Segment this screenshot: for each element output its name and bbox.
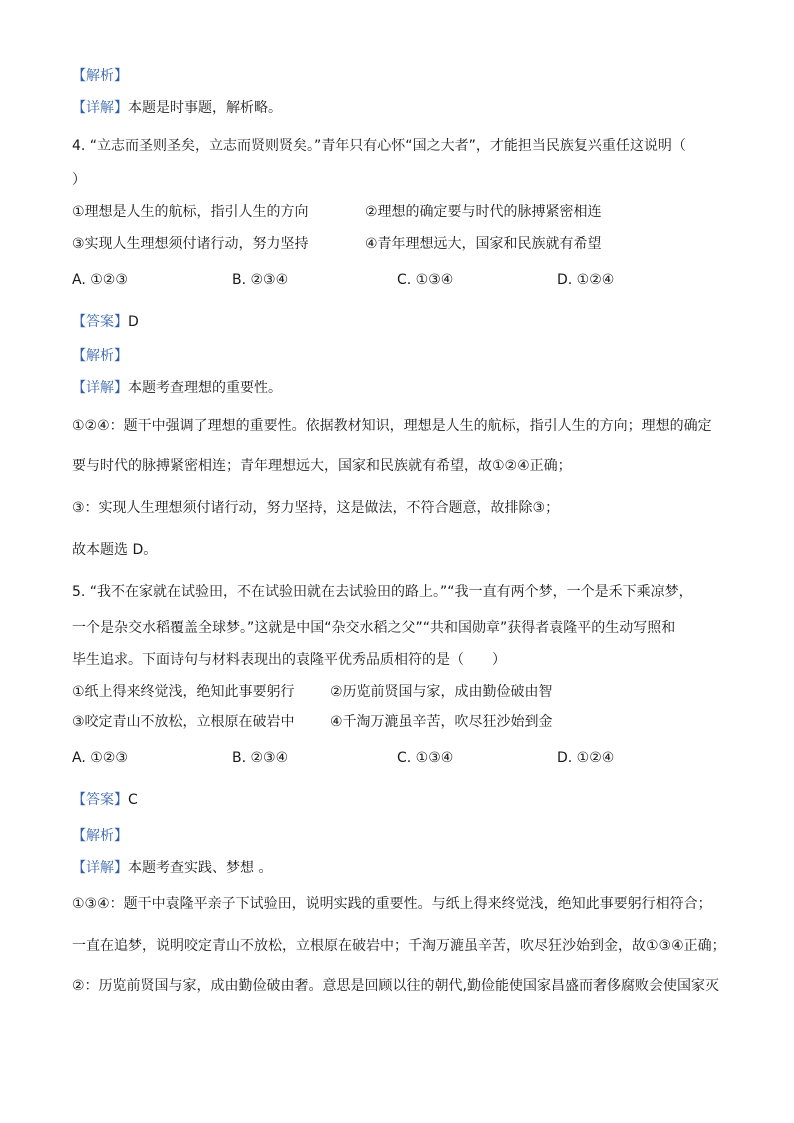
q5-option-d: D. ①②④ (557, 750, 615, 766)
detail-text: 本题是时事题，解析略。 (128, 100, 282, 116)
q5-answer-value: C (128, 792, 138, 808)
q5-stem-line3: 毕生追求。下面诗句与材料表现出的袁隆平优秀品质相符的是（ ） (72, 652, 506, 668)
q5-explanation-1-line2: 一直在追梦，说明咬定青山不放松，立根原在破岩中；千淘万漉虽辛苦，吹尽狂沙始到金，故①③④正确； (72, 938, 726, 954)
q4-item-2: ②理想的确定要与时代的脉搏紧密相连 (365, 204, 602, 220)
q4-analysis-tag: 【解析】 (72, 348, 128, 364)
q4-item-1: ①理想是人生的航标，指引人生的方向 (72, 204, 309, 220)
q4-stem-line2: ） (72, 172, 86, 188)
detail-line (72, 98, 282, 118)
q4-option-a: A. ①②③ (72, 272, 128, 288)
q5-detail-text: 本题考查实践、梦想 。 (128, 860, 273, 876)
q4-answer-value: D (128, 314, 139, 330)
q5-stem-line1: 5. “我不在家就在试验田，不在试验田就在去试验田的路上。”“我一直有两个梦，一个是禾下乘凉梦， (72, 584, 693, 600)
q5-option-a: A. ①②③ (72, 750, 128, 766)
analysis-tag: 【解析】 (72, 68, 128, 84)
q5-item-1: ①纸上得来终觉浅，绝知此事要躬行 (72, 684, 295, 700)
q4-item-4: ④青年理想远大，国家和民族就有希望 (365, 236, 602, 252)
q5-item-4: ④千淘万漉虽辛苦，吹尽狂沙始到金 (330, 714, 553, 730)
q4-detail-text: 本题考查理想的重要性。 (128, 380, 282, 396)
q5-detail-tag: 【详解】 (72, 860, 128, 876)
q4-option-d: D. ①②④ (557, 272, 615, 288)
q4-item-3: ③实现人生理想须付诸行动，努力坚持 (72, 236, 309, 252)
q4-option-c: C. ①③④ (397, 272, 454, 288)
q4-explanation-1-line1: ①②④：题干中强调了理想的重要性。依据教材知识，理想是人生的航标，指引人生的方向；理想的确定 (72, 418, 712, 434)
q5-explanation-2-line1: ②：历览前贤国与家，成由勤俭破由奢。意思是回顾以往的朝代,勤俭能使国家昌盛而奢侈腐败会使国家灭 (72, 978, 719, 994)
q5-answer-line (72, 790, 138, 810)
q4-answer-tag: 【答案】 (72, 314, 128, 330)
q4-answer-line (72, 312, 139, 332)
q5-answer-tag: 【答案】 (72, 792, 128, 808)
q4-conclusion: 故本题选 D。 (72, 542, 158, 558)
q5-stem-line2: 一个是杂交水稻覆盖全球梦。”这就是中国“杂交水稻之父”“共和国勋章”获得者袁隆平的生动写照和 (72, 620, 676, 636)
q5-item-3: ③咬定青山不放松，立根原在破岩中 (72, 714, 295, 730)
q5-item-2: ②历览前贤国与家，成由勤俭破由智 (330, 684, 553, 700)
q4-stem-line1: 4. “立志而圣则圣矣，立志而贤则贤矣。”青年只有心怀“国之大者”，才能担当民族复兴重任这说明（ (72, 138, 686, 154)
q4-detail-tag: 【详解】 (72, 380, 128, 396)
q4-explanation-2: ③：实现人生理想须付诸行动，努力坚持，这是做法，不符合题意，故排除③； (72, 500, 560, 516)
q5-detail-line (72, 858, 272, 878)
q5-analysis-tag: 【解析】 (72, 828, 128, 844)
q5-option-b: B. ②③④ (232, 750, 289, 766)
q5-option-c: C. ①③④ (397, 750, 454, 766)
detail-tag: 【详解】 (72, 100, 128, 116)
q4-detail-line (72, 378, 282, 398)
q4-option-b: B. ②③④ (232, 272, 289, 288)
q4-explanation-1-line2: 要与时代的脉搏紧密相连；青年理想远大，国家和民族就有希望，故①②④正确； (72, 458, 572, 474)
q5-explanation-1-line1: ①③④：题干中袁隆平亲子下试验田，说明实践的重要性。与纸上得来终觉浅，绝知此事要躬行相符合； (72, 896, 712, 912)
